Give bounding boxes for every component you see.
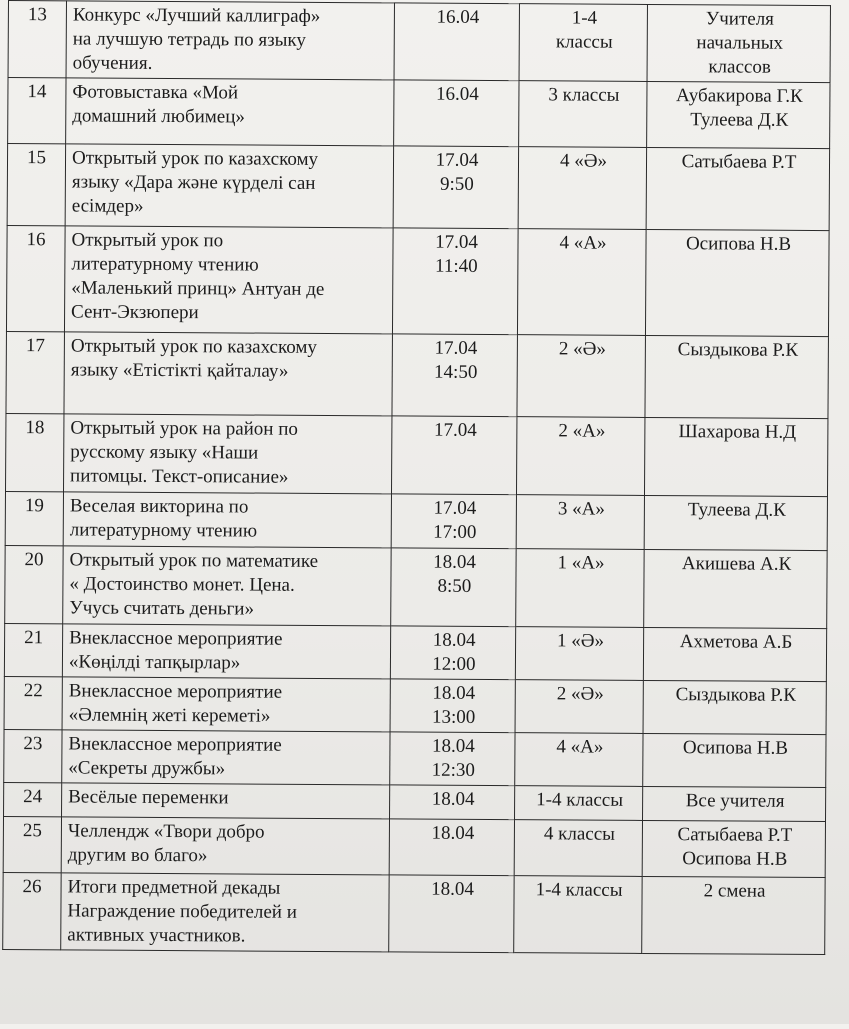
table-row: [4, 783, 826, 822]
row-number: 15: [7, 144, 65, 226]
row-number: 24: [4, 783, 62, 817]
classes-cell: 4 «Ә»: [518, 147, 646, 230]
teacher-cell: Тулеева Д.К: [644, 495, 827, 550]
row-number: 18: [5, 414, 63, 492]
classes-cell: 3 классы: [519, 81, 647, 148]
classes-cell: 1 «А»: [516, 549, 644, 628]
event-cell: Фотовыставка «Мой домашний любимец»: [66, 78, 394, 146]
row-number: 19: [5, 492, 63, 546]
classes-cell: 4 классы: [514, 820, 642, 877]
event-cell: Внеклассное мероприятие «Секреты дружбы»: [62, 730, 390, 785]
event-cell: Внеклассное мероприятие «Көңілді тапқырлар»: [62, 624, 390, 679]
table-row: [5, 492, 827, 551]
teacher-cell: Шахарова Н.Д: [644, 417, 827, 496]
event-cell: Челлендж «Твори добро другим во благо»: [61, 817, 389, 875]
table-row: [5, 414, 827, 497]
event-cell: Открытый урок на район по русскому языку «Наши питомцы. Текст-описание»: [63, 414, 391, 494]
date-cell: 17.04 17:00: [391, 494, 516, 549]
table-row: [8, 78, 830, 149]
row-number: 16: [6, 226, 65, 332]
row-number: 26: [3, 873, 61, 950]
teacher-cell: Осипова Н.В: [643, 733, 826, 787]
event-cell: Конкурс «Лучший каллиграф» на лучшую тетрадь по языку обучения.: [66, 1, 394, 80]
teacher-cell: Сатыбаева Р.Т Осипова Н.В: [642, 820, 825, 877]
date-cell: 18.04: [389, 819, 514, 876]
teacher-cell: Аубакирова Г.К Тулеева Д.К: [647, 81, 830, 148]
row-number: 13: [8, 1, 66, 78]
date-cell: 18.04 12:30: [390, 732, 515, 786]
schedule-body: [3, 1, 831, 955]
classes-cell: 1-4 классы: [515, 786, 643, 821]
table-row: [3, 817, 825, 878]
event-cell: Открытый урок по казахскому языку «Етістікті қайталау»: [64, 332, 392, 416]
date-cell: 18.04: [389, 875, 514, 953]
date-cell: 16.04: [394, 80, 519, 147]
row-number: 22: [4, 677, 62, 730]
date-cell: 18.04 8:50: [391, 548, 516, 627]
date-cell: 18.04 13:00: [390, 679, 515, 733]
teacher-cell: Все учителя: [643, 786, 826, 821]
table-row: [6, 226, 829, 337]
table-row: [4, 677, 826, 735]
classes-cell: 1-4 классы: [514, 876, 642, 954]
teacher-cell: Сыздыкова Р.К: [645, 335, 828, 418]
classes-cell: 4 «А»: [515, 733, 643, 787]
row-number: 17: [6, 332, 64, 414]
table-row: [8, 1, 830, 83]
event-cell: Открытый урок по литературному чтению «Маленький принц» Антуан де Сент-Экзюпери: [64, 226, 393, 334]
teacher-cell: Ахметова А.Б: [643, 627, 826, 681]
row-number: 14: [8, 78, 66, 144]
teacher-cell: Сатыбаева Р.Т: [646, 147, 829, 230]
event-cell: Веселая викторина по литературному чтению: [63, 492, 391, 548]
classes-cell: 3 «А»: [516, 495, 644, 550]
event-cell: Открытый урок по математике « Достоинство монет. Цена. Учусь считать деньги»: [63, 546, 391, 626]
row-number: 21: [4, 624, 62, 677]
classes-cell: 1 «Ә»: [515, 627, 643, 681]
teacher-cell: 2 смена: [642, 876, 825, 954]
classes-cell: 2 «Ә»: [517, 335, 645, 418]
date-cell: 18.04 12:00: [390, 626, 515, 680]
date-cell: 16.04: [394, 3, 519, 81]
teacher-cell: Сыздыкова Р.К: [643, 680, 826, 734]
classes-cell: 2 «А»: [516, 417, 644, 496]
date-cell: 17.04 9:50: [393, 146, 518, 229]
table-row: [6, 332, 828, 419]
table-row: [4, 730, 826, 788]
row-number: 25: [3, 817, 61, 873]
row-number: 20: [5, 546, 63, 624]
teacher-cell: Осипова Н.В: [645, 229, 829, 336]
teacher-cell: Учителя начальных классов: [647, 4, 830, 82]
event-cell: Итоги предметной декады Награждение победителей и активных участников.: [61, 873, 389, 952]
date-cell: 17.04 14:50: [392, 334, 517, 417]
teacher-cell: Акишева А.К: [644, 549, 827, 628]
table-row: [4, 624, 826, 682]
classes-cell: 1-4 классы: [519, 4, 647, 82]
classes-cell: 2 «Ә»: [515, 680, 643, 734]
row-number: 23: [4, 730, 62, 783]
event-cell: Весёлые переменки: [62, 783, 390, 819]
schedule-table: [2, 0, 831, 955]
event-cell: Внеклассное мероприятие «Әлемнің жеті кереметі»: [62, 677, 390, 732]
date-cell: 17.04 11:40: [392, 228, 518, 335]
table-row: [3, 873, 825, 955]
date-cell: 17.04: [391, 416, 516, 495]
table-row: [5, 546, 827, 629]
classes-cell: 4 «А»: [517, 229, 646, 336]
table-row: [7, 144, 829, 231]
event-cell: Открытый урок по казахскому языку «Дара және күрделі сан есімдер»: [65, 144, 393, 228]
date-cell: 18.04: [390, 785, 515, 820]
